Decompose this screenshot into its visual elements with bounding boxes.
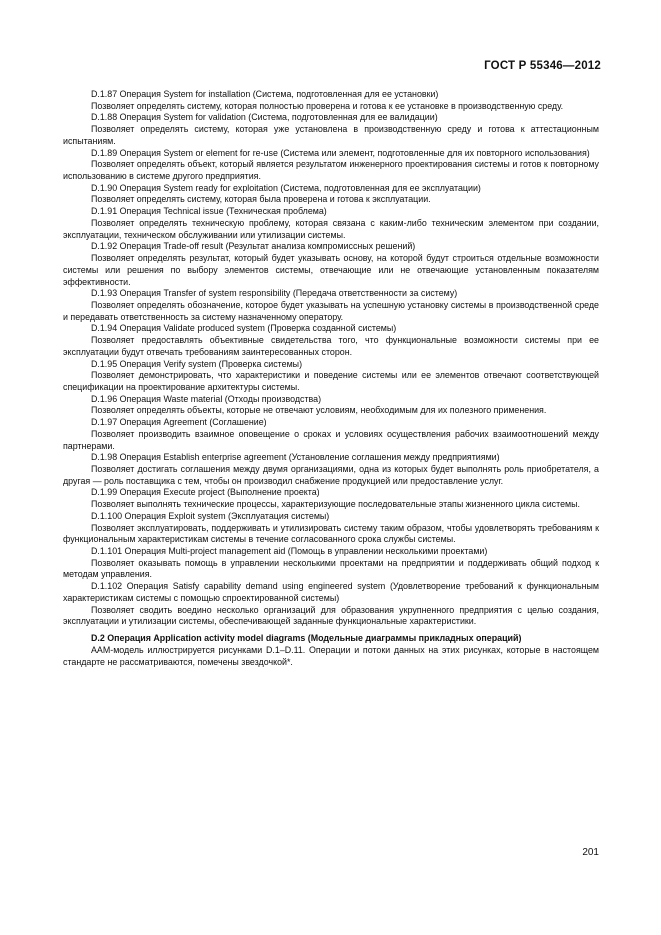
clause-title: D.1.100 Операция Exploit system (Эксплуатация системы) [91,510,330,521]
clause-text: Позволяет определять объекты, которые не отвечают условиям, необходимым для их полезного применения. [91,405,547,416]
clause-text: Позволяет определять обозначение, которое будет указывать на успешную установку системы в производственной среде и передавать ответственность за систему назначенному оператору. [63,299,599,322]
clause-title: D.1.91 Операция Technical issue (Техническая проблема) [91,206,327,217]
clause-title: D.1.88 Операция System for validation (Система, подготовленная для ее валидации) [91,112,438,123]
clause-title: D.1.93 Операция Transfer of system responsibility (Передача ответственности за систему) [91,288,458,299]
clause-text: Позволяет эксплуатировать, поддерживать и утилизировать систему таким образом, чтобы удовлетворять требованиям к функциональным характеристикам системы в течение согласованного срока службы системы. [63,522,599,545]
document-id: ГОСТ Р 55346—2012 [484,60,601,72]
clause-title: D.1.101 Операция Multi-project management aid (Помощь в управлении несколькими проектами) [91,546,488,557]
clause-title: D.1.95 Операция Verify system (Проверка системы) [91,358,303,369]
document-body [63,89,599,668]
clause-text: Позволяет определять систему, которая была проверена и готова к эксплуатации. [91,194,431,205]
clause-text: Позволяет определять результат, который будет указывать основу, на которой будут строиться отдельные возможности системы или решения по выбору элементов системы, отвечающие или не отвечающие установленным показателям эффективности. [63,253,599,287]
clause-text: Позволяет достигать соглашения между двумя организациями, одна из которых будет выполнять роль приобретателя, а другая — роль поставщика с тем, чтобы он производил снабжение продукцией или предоставление услуг. [63,464,599,486]
clause-title: D.1.97 Операция Agreement (Соглашение) [91,417,267,428]
clause-title: D.1.94 Операция Validate produced system (Проверка созданной системы) [91,323,397,334]
clause-text: Позволяет определять техническую проблему, которая связана с каким-либо техническим элементом при создании, эксплуатации, техническом обслуживании или утилизации системы. [63,217,599,240]
clause-title: D.1.87 Операция System for installation (Система, подготовленная для ее установки) [91,89,439,99]
clause-text: Позволяет определять объект, который является результатом инженерного проектирования системы и готов к повторному использованию в системе другого предприятия. [63,159,599,182]
clause-text: Позволяет определять систему, которая уже установлена в производственную среду и готова к аттестационным испытаниям. [63,124,599,146]
clause-title: D.1.92 Операция Trade-off result (Результат анализа компромиссных решений) [91,241,416,252]
clause-title: D.1.90 Операция System ready for exploitation (Система, подготовленная для ее эксплуатации) [91,182,481,193]
clause-text: Позволяет производить взаимное оповещение о сроках и условиях осуществления рабочих взаимоотношений между партнерами. [63,428,599,451]
section-heading: D.2 Операция Application activity model diagrams (Модельные диаграммы прикладных операций) [91,633,522,644]
clause-title: D.1.96 Операция Waste material (Отходы производства) [91,393,322,404]
page-number: 201 [582,847,599,858]
clause-text: Позволяет предоставлять объективные свидетельства того, что функциональные возможности системы при ее эксплуатации будут отвечать требованиям заинтересованных сторон. [63,335,599,357]
clause-text: Позволяет выполнять технические процессы, характеризующие последовательные этапы жизненного цикла системы. [91,499,580,510]
clause-title: D.1.98 Операция Establish enterprise agreement (Установление соглашения между предприятиями) [91,452,500,463]
clause-text: Позволяет определять систему, которая полностью проверена и готова к ее установке в производственную среду. [91,100,564,111]
clause-text: Позволяет сводить воедино несколько организаций для образования укрупненного предприятия с целью создания, эксплуатации и утилизации системы, обеспечивающей заданные функциональные характеристики. [63,604,599,627]
section-text: ААМ-модель иллюстрируется рисунками D.1–D.11. Операции и потоки данных на этих рисунках, которые в настоящем стандарте не рассматриваются, помечены звездочкой*. [63,644,599,667]
clause-title: D.1.89 Операция System or element for re-use (Система или элемент, подготовленные для их повторного использования) [91,147,590,158]
clause-title: D.1.102 Операция Satisfy capability demand using engineered system (Удовлетворение требований к функциональным характеристикам системы с помощью спроектированной системы) [63,581,599,603]
clause-title: D.1.99 Операция Execute project (Выполнение проекта) [91,487,320,498]
clause-text: Позволяет демонстрировать, что характеристики и поведение системы или ее элементов отвечают соответствующей спецификации на проектирование архитектуры системы. [63,370,599,392]
clause-text: Позволяет оказывать помощь в управлении несколькими проектами на предприятии и поддерживать общий подход к методам управления. [63,557,599,580]
